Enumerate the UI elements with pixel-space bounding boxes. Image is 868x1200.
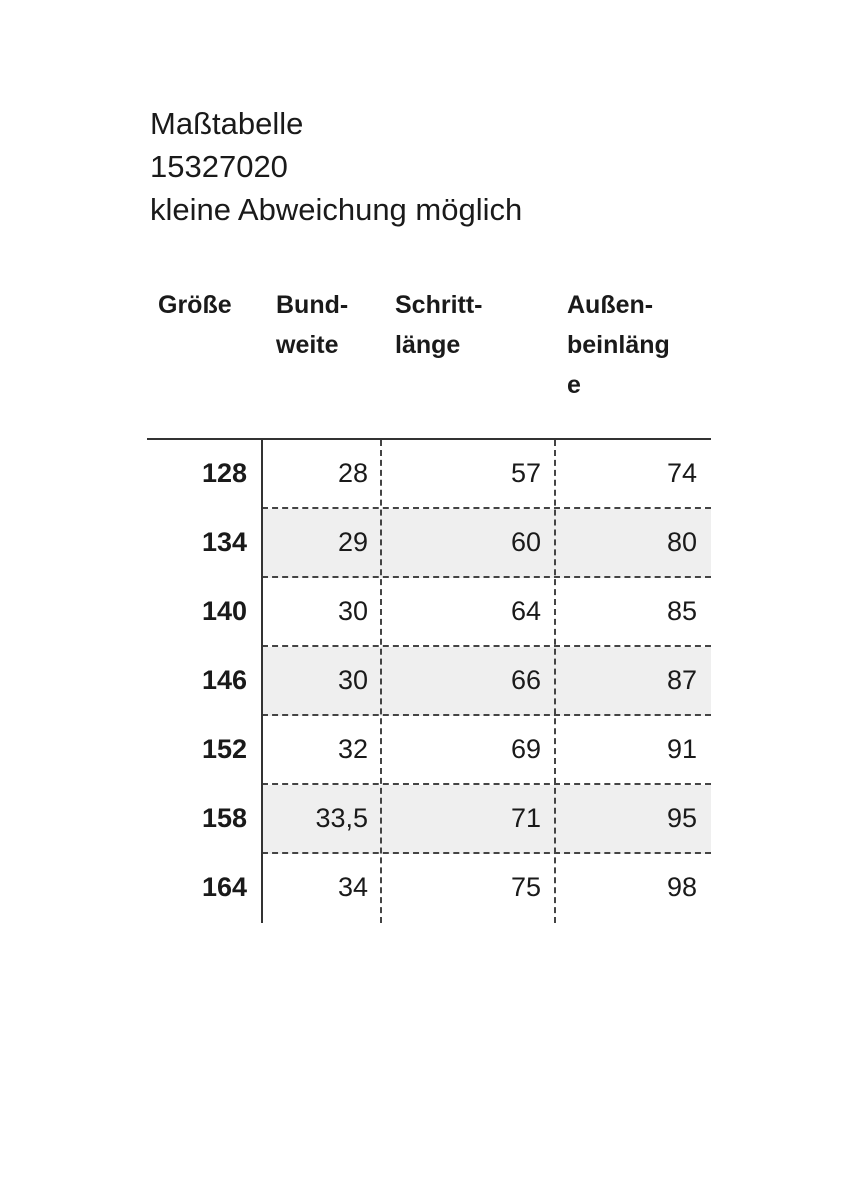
column-divider [554,440,556,923]
cell-schrittlaenge: 71 [510,803,541,833]
cell-size: 158 [201,803,247,833]
cell-bundweite: 28 [337,458,368,488]
cell-aussenbeinlaenge: 74 [666,458,697,488]
article-number: 15327020 [150,149,288,184]
cell-schrittlaenge: 57 [510,458,541,488]
cell-size: 128 [201,458,247,488]
cell-bundweite: 32 [337,734,368,764]
cell-size: 146 [201,665,247,695]
cell-aussenbeinlaenge: 91 [666,734,697,764]
table-row [147,509,711,578]
cell-size: 164 [201,872,247,902]
table-row [147,716,711,785]
cell-schrittlaenge: 60 [510,527,541,557]
column-divider [380,440,382,923]
cell-schrittlaenge: 69 [510,734,541,764]
cell-schrittlaenge: 66 [510,665,541,695]
table-row [147,785,711,854]
table-row [147,440,711,509]
header-aussenbeinlaenge: Außen- beinläng e [567,291,670,399]
size-column-divider [261,440,263,923]
header-bundweite: Bund- weite [276,291,349,359]
cell-bundweite: 33,5 [315,803,368,833]
header-schrittlaenge: Schritt- länge [395,291,483,359]
table-row [147,854,711,923]
cell-schrittlaenge: 75 [510,872,541,902]
cell-bundweite: 34 [337,872,368,902]
cell-aussenbeinlaenge: 98 [666,872,697,902]
cell-bundweite: 30 [337,665,368,695]
cell-schrittlaenge: 64 [510,596,541,626]
cell-size: 152 [201,734,247,764]
size-table [147,440,711,923]
cell-aussenbeinlaenge: 95 [666,803,697,833]
cell-aussenbeinlaenge: 80 [666,527,697,557]
cell-aussenbeinlaenge: 85 [666,596,697,626]
table-row [147,647,711,716]
title-block [150,102,522,231]
cell-bundweite: 30 [337,596,368,626]
cell-size: 140 [201,596,247,626]
table-header [0,285,868,405]
cell-size: 134 [201,527,247,557]
cell-aussenbeinlaenge: 87 [666,665,697,695]
cell-bundweite: 29 [337,527,368,557]
page-title: Maßtabelle [150,106,304,141]
header-size: Größe [158,291,232,319]
table-row [147,578,711,647]
deviation-note: kleine Abweichung möglich [150,192,523,227]
